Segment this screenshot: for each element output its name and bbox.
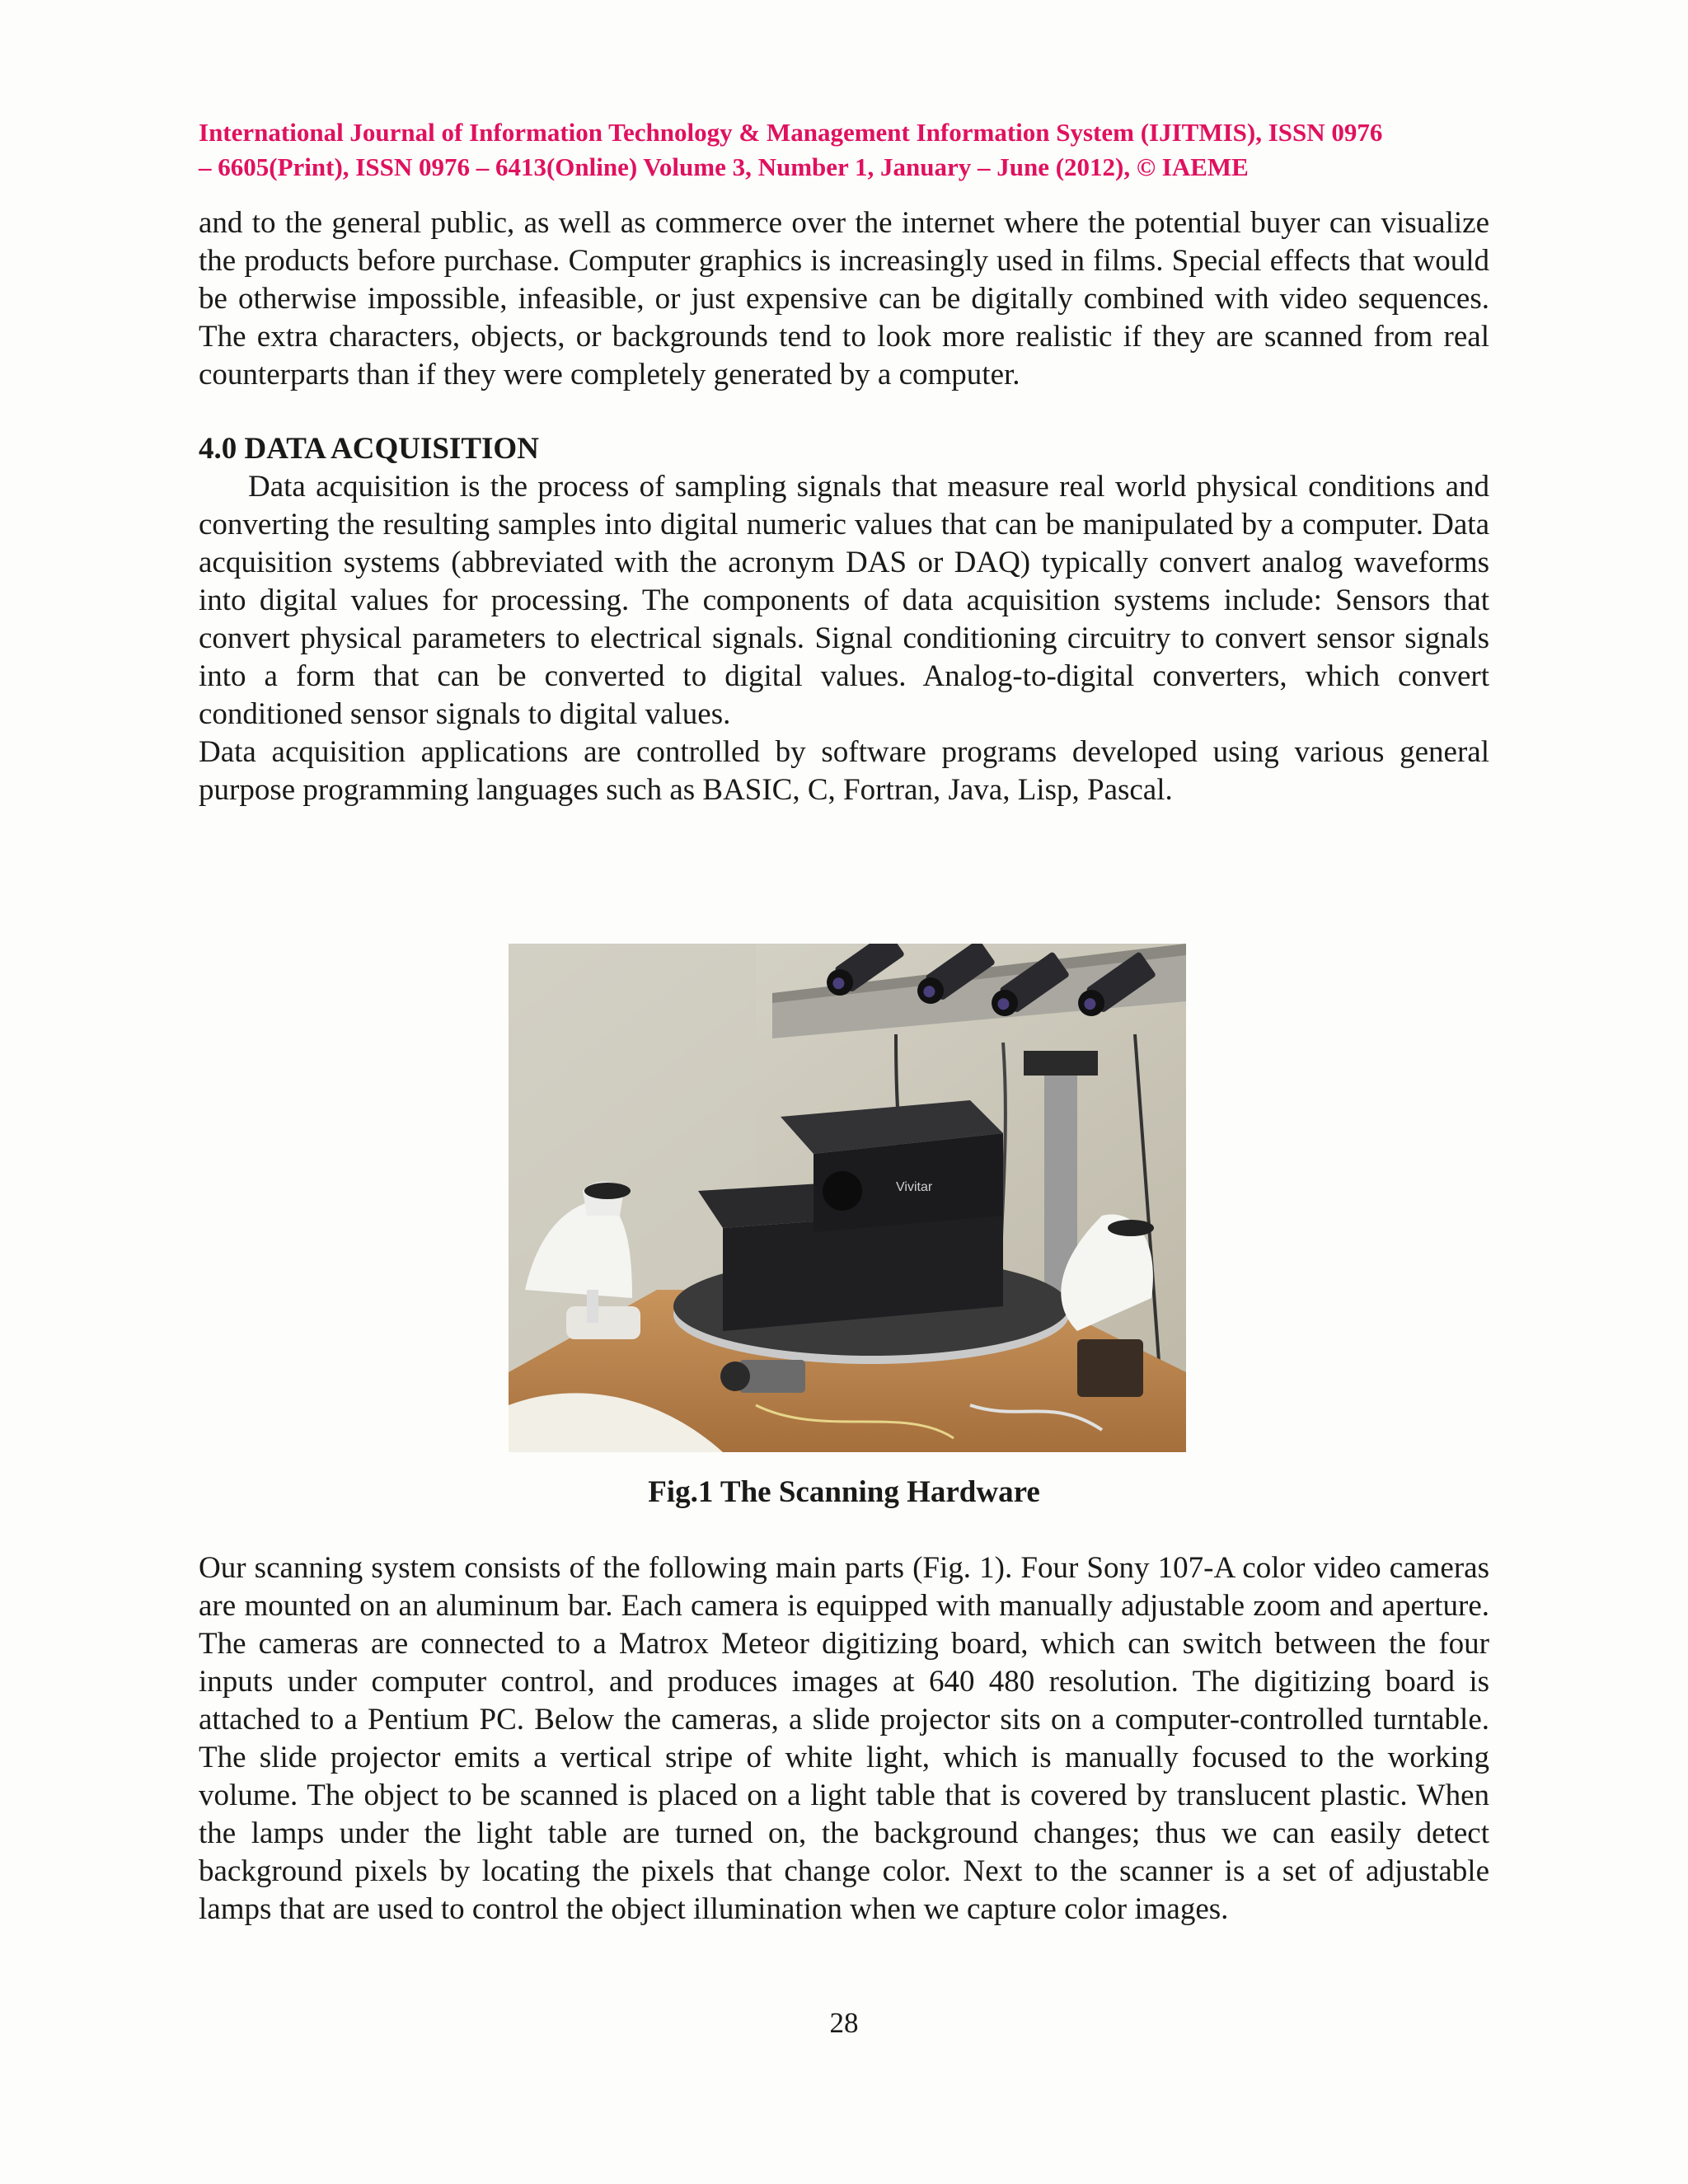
- table-camera: [720, 1360, 805, 1393]
- slide-projector: [781, 1100, 1003, 1232]
- figure-caption: Fig.1 The Scanning Hardware: [648, 1475, 1040, 1509]
- body-paragraph: Our scanning system consists of the following main parts (Fig. 1). Four Sony 107-A color video cameras are mounted on an aluminum bar. Each camera is equipped with manually adjustable zoom and aperture. The cameras are connected to a Matrox Meteor digitizing board, which can switch between the four inputs under computer control, and produces images at 640 480 resolution. The digitizing board is attached to a Pentium PC. Below the cameras, a slide projector sits on a computer-controlled turntable. The slide projector emits a vertical stripe of white light, which is manually focused to the working volume. The object to be scanned is placed on a light table that is covered by translucent plastic. When the lamps under the light table are turned on, the background changes; thus we can easily detect background pixels by locating the pixels that change color. Next to the scanner is a set of adjustable lamps that are used to control the object illumination when we capture color images.: [199, 1551, 1489, 1926]
- projector-brand: Vivitar: [896, 1180, 933, 1194]
- section-paragraph-2: Data acquisition applications are controlled by software programs developed using various general purpose programming languages such as BASIC, C, Fortran, Java, Lisp, Pascal.: [199, 735, 1489, 807]
- section-heading: 4.0 DATA ACQUISITION: [199, 432, 539, 466]
- scanning-hardware-illustration: [509, 944, 1186, 1452]
- intro-paragraph: and to the general public, as well as commerce over the internet where the potential buyer can visualize the products before purchase. Computer graphics is increasingly used in films. Special effects that would be otherwise impossible, infeasible, or just expensive can be digitally combined with video sequences. The extra characters, objects, or backgrounds tend to look more realistic if they are scanned from real counterparts than if they were completely generated by a computer.: [199, 206, 1489, 391]
- journal-header: [199, 115, 1489, 185]
- section-paragraph-1: Data acquisition is the process of sampling signals that measure real world physical conditions and converting the resulting samples into digital numeric values that can be manipulated by a computer. Data acquisition systems (abbreviated with the acronym DAS or DAQ) typically convert analog waveforms into digital values for processing. The components of data acquisition systems include: Sensors that convert physical parameters to electrical signals. Signal conditioning circuitry to convert sensor signals into a form that can be converted to digital values. Analog-to-digital converters, which convert conditioned sensor signals to digital values.: [199, 470, 1489, 731]
- page-number: 28: [829, 2007, 859, 2039]
- scanning-hardware-photo: [509, 944, 1186, 1452]
- journal-header-line-1: International Journal of Information Technology & Management Information System (IJITMIS), ISSN 0976: [199, 118, 1383, 147]
- paper-page: [199, 115, 1489, 2039]
- journal-header-line-2: – 6605(Print), ISSN 0976 – 6413(Online) Volume 3, Number 1, January – June (2012), © IAEME: [199, 152, 1249, 181]
- body-after-figure: [199, 1549, 1489, 1929]
